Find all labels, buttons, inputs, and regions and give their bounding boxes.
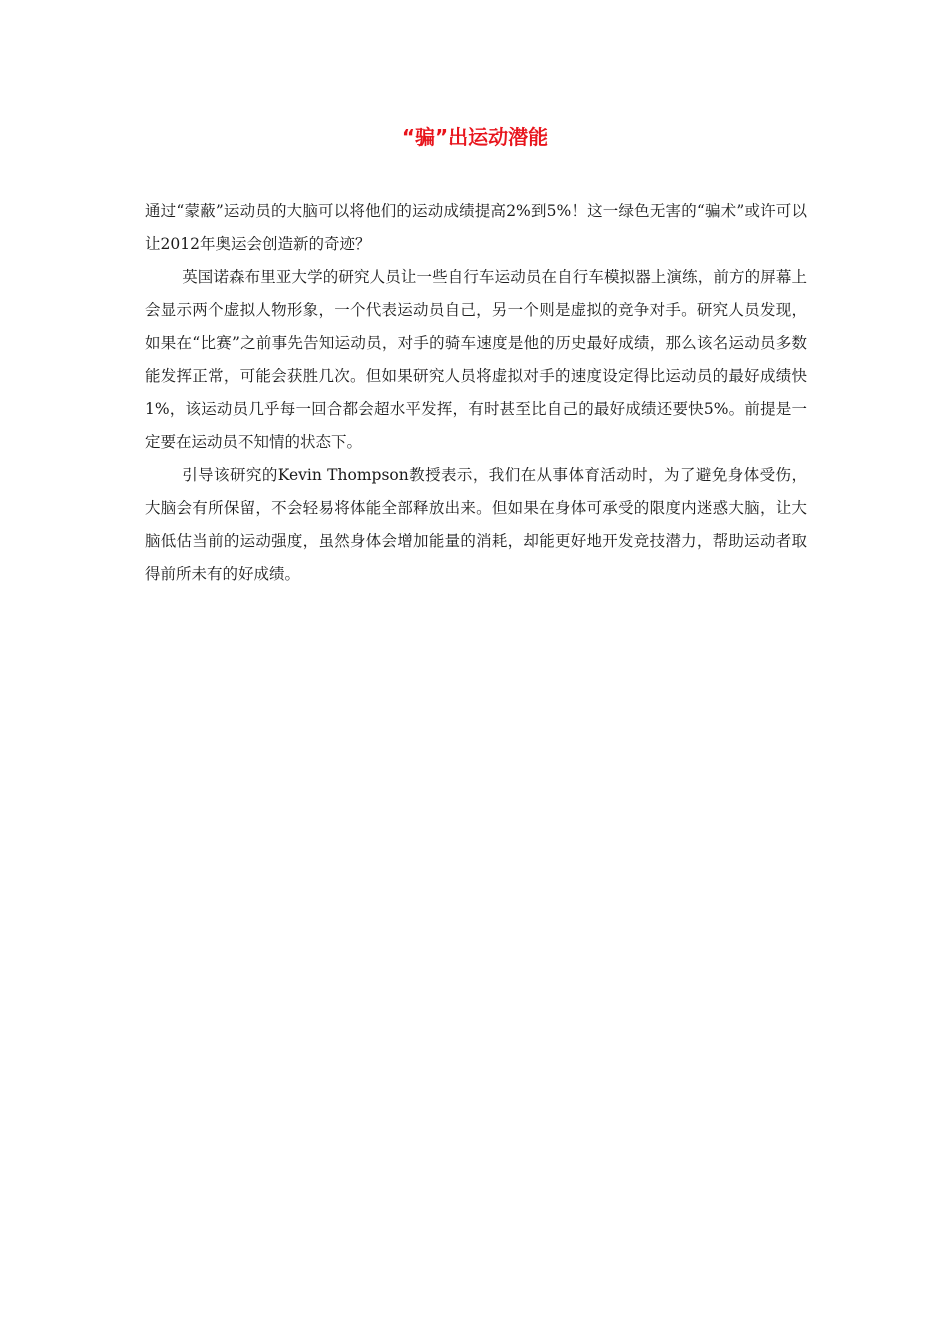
paragraph-intro: 通过“蒙蔽”运动员的大脑可以将他们的运动成绩提高2%到5%！这一绿色无害的“骗术”或许可以让2012年奥运会创造新的奇迹？ — [145, 202, 807, 253]
paragraph-study: 英国诺森布里亚大学的研究人员让一些自行车运动员在自行车模拟器上演练，前方的屏幕上会显示两个虚拟人物形象，一个代表运动员自己，另一个则是虚拟的竞争对手。研究人员发现，如果在“比赛”之前事先告知运动员，对手的骑车速度是他的历史最好成绩，那么该名运动员多数能发挥正常，可能会获胜几次。但如果研究人员将虚拟对手的速度设定得比运动员的最好成绩快1%，该运动员几乎每一回合都会超水平发挥，有时甚至比自己的最好成绩还要快5%。前提是一定要在运动员不知情的状态下。 — [145, 268, 807, 451]
document-body — [145, 195, 807, 591]
document-title: “骗”出运动潜能 — [401, 125, 549, 149]
paragraph-professor: 引导该研究的Kevin Thompson教授表示，我们在从事体育活动时，为了避免身体受伤，大脑会有所保留，不会轻易将体能全部释放出来。但如果在身体可承受的限度内迷惑大脑，让大脑低估当前的运动强度，虽然身体会增加能量的消耗，却能更好地开发竞技潜力，帮助运动者取得前所未有的好成绩。 — [145, 466, 807, 583]
